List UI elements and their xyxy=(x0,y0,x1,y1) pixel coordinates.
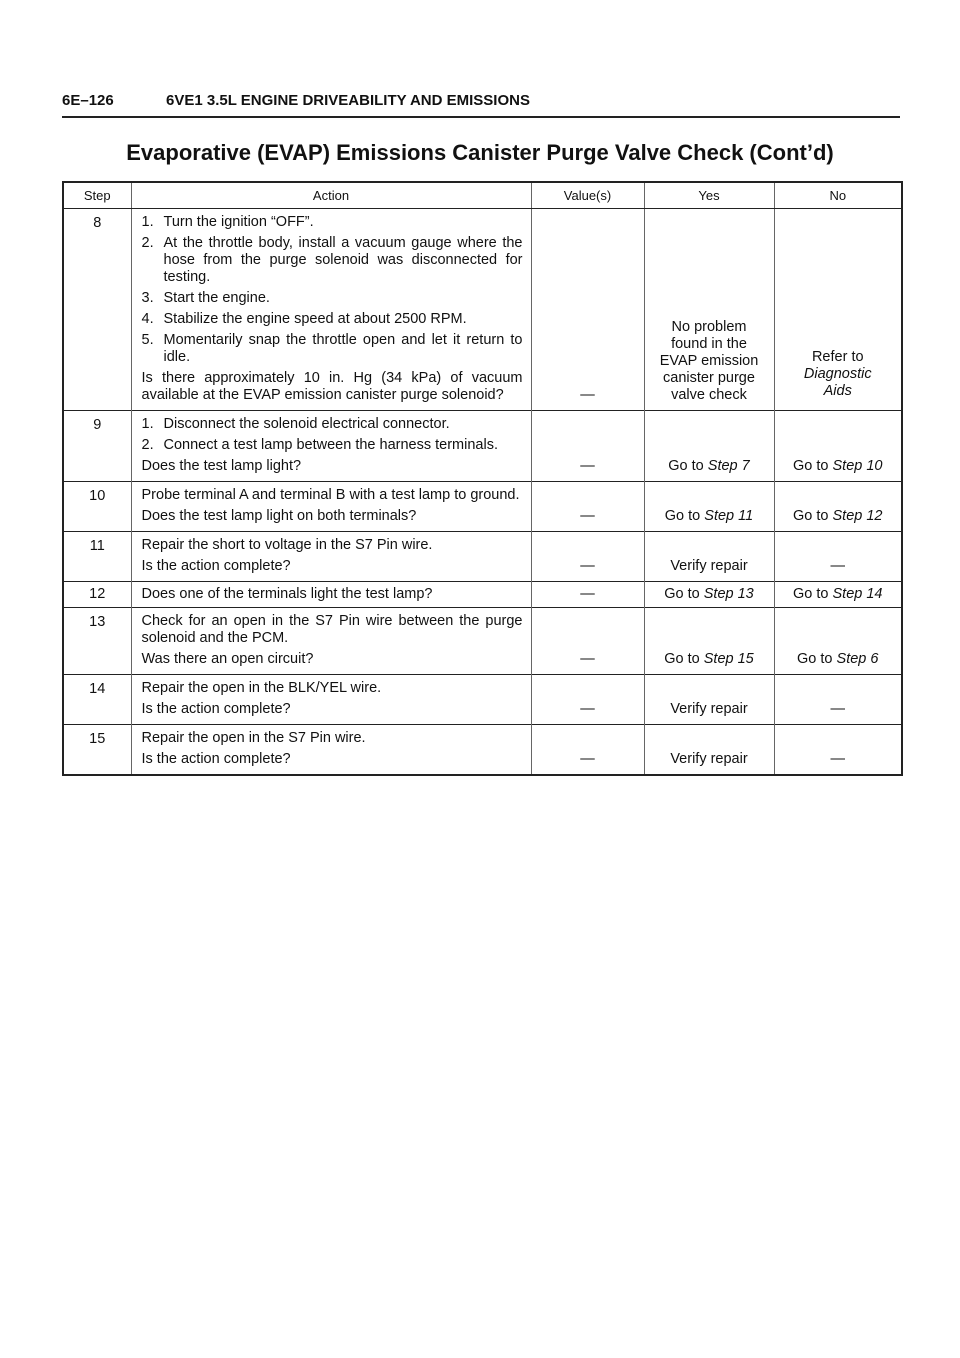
column-header-step: Step xyxy=(63,182,131,209)
action-cell xyxy=(131,209,531,411)
table-row xyxy=(63,582,902,608)
action-question: Does the test lamp light? xyxy=(141,458,302,474)
page-number: 6E–126 xyxy=(62,92,114,109)
action-text: Repair the open in the S7 Pin wire. xyxy=(141,730,366,746)
no-cell: Go to Step 14 xyxy=(774,582,902,608)
step-reference: Step 14 xyxy=(832,586,883,602)
no-cell: — xyxy=(774,725,902,776)
table-row xyxy=(63,725,902,776)
list-item: 4. Stabilize the engine speed at about 2500 RPM. xyxy=(141,311,467,327)
action-cell xyxy=(131,608,531,675)
yes-cell: Go to Step 15 xyxy=(644,608,774,675)
step-reference: Diagnostic Aids xyxy=(803,366,872,399)
list-item: 5. Momentarily snap the throttle open and let it return to idle. xyxy=(141,332,523,365)
no-cell: — xyxy=(774,532,902,582)
table-header-row xyxy=(63,182,902,209)
table-row xyxy=(63,532,902,582)
value-cell: — xyxy=(531,582,644,608)
action-question: Is there approximately 10 in. Hg (34 kPa) of vacuum available at the EVAP emission canister purge solenoid? xyxy=(141,370,523,403)
list-item: 2. Connect a test lamp between the harness terminals. xyxy=(141,437,498,453)
no-cell: Go to Step 10 xyxy=(774,411,902,482)
step-reference: Step 10 xyxy=(832,458,883,474)
yes-cell: Verify repair xyxy=(644,725,774,776)
procedure-table xyxy=(62,181,903,776)
value-cell: — xyxy=(531,209,644,411)
action-cell xyxy=(131,725,531,776)
table-row xyxy=(63,209,902,411)
action-cell xyxy=(131,411,531,482)
step-number: 12 xyxy=(63,582,131,608)
step-number: 9 xyxy=(63,411,131,482)
action-question: Is the action complete? xyxy=(141,558,291,574)
no-cell: — xyxy=(774,675,902,725)
value-cell: — xyxy=(531,411,644,482)
value-cell: — xyxy=(531,532,644,582)
column-header-values: Value(s) xyxy=(531,182,644,209)
list-item: 3. Start the engine. xyxy=(141,290,270,306)
yes-cell: Verify repair xyxy=(644,532,774,582)
action-cell xyxy=(131,482,531,532)
step-reference: Step 11 xyxy=(704,508,754,524)
yes-cell: Verify repair xyxy=(644,675,774,725)
step-reference: Step 15 xyxy=(703,651,754,667)
action-text: Check for an open in the S7 Pin wire between the purge solenoid and the PCM. xyxy=(141,613,523,646)
action-text: Repair the open in the BLK/YEL wire. xyxy=(141,680,382,696)
page-header xyxy=(62,88,900,118)
column-header-no: No xyxy=(774,182,902,209)
action-text: Probe terminal A and terminal B with a test lamp to ground. xyxy=(141,487,520,503)
action-cell xyxy=(131,675,531,725)
no-cell: Go to Step 6 xyxy=(774,608,902,675)
no-cell: Go to Step 12 xyxy=(774,482,902,532)
step-reference: Step 12 xyxy=(832,508,883,524)
value-cell: — xyxy=(531,482,644,532)
step-number: 11 xyxy=(63,532,131,582)
value-cell: — xyxy=(531,608,644,675)
yes-cell: Go to Step 13 xyxy=(644,582,774,608)
page-title: Evaporative (EVAP) Emissions Canister Purge Valve Check (Cont’d) xyxy=(126,140,834,165)
step-number: 8 xyxy=(63,209,131,411)
table-row xyxy=(63,482,902,532)
yes-cell: Go to Step 11 xyxy=(644,482,774,532)
table-row xyxy=(63,608,902,675)
step-reference: Step 6 xyxy=(836,651,879,667)
column-header-action: Action xyxy=(131,182,531,209)
step-number: 10 xyxy=(63,482,131,532)
action-question: Was there an open circuit? xyxy=(141,651,314,667)
column-header-yes: Yes xyxy=(644,182,774,209)
list-item: 2. At the throttle body, install a vacuum gauge where the hose from the purge solenoid was disconnected for testing. xyxy=(141,235,523,285)
yes-cell: Go to Step 7 xyxy=(644,411,774,482)
step-number: 15 xyxy=(63,725,131,776)
step-reference: Step 13 xyxy=(703,586,754,602)
list-item: 1. Disconnect the solenoid electrical connector. xyxy=(141,416,450,432)
action-cell xyxy=(131,532,531,582)
step-number: 14 xyxy=(63,675,131,725)
action-cell xyxy=(131,582,531,608)
list-item: 1. Turn the ignition “OFF”. xyxy=(141,214,314,230)
step-number: 13 xyxy=(63,608,131,675)
yes-cell: No problem found in the EVAP emission canister purge valve check xyxy=(644,209,774,411)
value-cell: — xyxy=(531,725,644,776)
step-reference: Step 7 xyxy=(707,458,750,474)
action-question: Is the action complete? xyxy=(141,701,291,717)
action-question: Does one of the terminals light the test lamp? xyxy=(141,586,433,602)
action-question: Does the test lamp light on both terminals? xyxy=(141,508,417,524)
action-question: Is the action complete? xyxy=(141,751,291,767)
no-cell: Refer to Diagnostic Aids xyxy=(774,209,902,411)
section-title: 6VE1 3.5L ENGINE DRIVEABILITY AND EMISSIONS xyxy=(166,92,530,109)
action-text: Repair the short to voltage in the S7 Pin wire. xyxy=(141,537,433,553)
value-cell: — xyxy=(531,675,644,725)
table-row xyxy=(63,675,902,725)
table-row xyxy=(63,411,902,482)
